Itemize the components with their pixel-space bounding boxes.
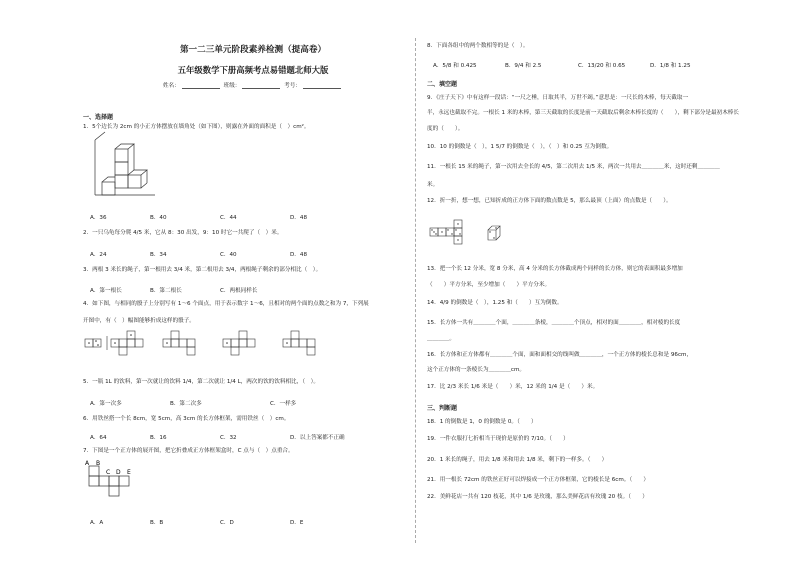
q8-option-d[interactable]: D．1/8 和 1.25 (650, 63, 691, 69)
question-8: 8．下面各组中的两个数相等的是（ ）。 (427, 43, 529, 49)
name-label: 姓名： (163, 83, 180, 89)
cube-corner-figure (95, 140, 165, 200)
question-11-line1: 11．一根长 15 米的绳子，第一次用去全长的 4/5，第二次用去 1/5 米，两次一共用去＿＿＿＿米，这时还剩＿＿＿＿ (427, 164, 720, 170)
section-fill-heading: 二、填空题 (427, 81, 458, 88)
question-6: 6．用铁丝搭一个长 8cm，宽 5cm，高 3cm 的长方体框架，需用铁丝（ ）cm。 (83, 416, 290, 422)
question-3: 3．两根 3 米长的绳子，第一根用去 3/4 米，第二根用去 3/4，两根绳子剩余的部分相比（ ）。 (83, 267, 322, 273)
student-info-line (83, 81, 423, 89)
q1-option-d[interactable]: D．48 (290, 215, 308, 221)
q2-option-d[interactable]: D．48 (290, 252, 308, 258)
question-9-line2: 半，永远也截取不完。一根长 1 米的木棒，第三天截取的长度是前一天截取后剩余木棒长度的（ ），剩下部分是最初木棒长 (427, 110, 739, 116)
section-choice-heading: 一、选择题 (83, 114, 114, 121)
exam-title: 第一二三单元阶段素养检测（提高卷） (179, 45, 327, 55)
section-judge-heading: 三、判断题 (427, 405, 458, 412)
question-4-line1: 4．如下图，与相同的骰子上分别写有 1～6 个面点，用于表示数字 1～6，且相对的两个面的点数之和为 7，下列展 (83, 301, 369, 307)
q1-option-c[interactable]: C．44 (220, 215, 237, 221)
question-9-line3: 度的（ ）。 (427, 126, 464, 132)
exam-subtitle: 五年级数学下册高频考点易错题北师大版 (177, 65, 329, 75)
q2-option-c[interactable]: C．40 (220, 252, 237, 258)
question-2: 2．一只乌龟每分爬 4/5 米，它从 8：30 出发，9：10 时它一共爬了（ ）米。 (83, 230, 283, 236)
class-label: 班级： (223, 83, 241, 89)
q5-option-c[interactable]: C．一样多 (270, 401, 297, 407)
q8-option-c[interactable]: C．13/20 和 0.65 (578, 63, 626, 69)
q7-option-c[interactable]: C．D (220, 520, 234, 526)
question-7: 7．下图是一个正方体的展开图，把它折叠成正方体框架盒时，C 点与（ ）点重合。 (83, 448, 294, 454)
question-20: 20．1 米长的绳子，用去 1/8 米和用去 1/8 米，剩下的一样多。（ ） (427, 457, 608, 463)
question-19: 19．一件衣服打七折相当于现价是原价的 7/10。（ ） (427, 436, 569, 442)
q3-option-a[interactable]: A．第一根长 (90, 288, 122, 294)
net-label-d: D (116, 469, 121, 476)
net-label-e: E (127, 469, 131, 476)
net-label-a: A (85, 460, 90, 467)
q6-option-a[interactable]: A．64 (90, 435, 107, 441)
question-13-line2: （ ）平方分米，至少增加（ ）平方分米。 (427, 282, 551, 288)
q3-option-b[interactable]: B．第二根长 (150, 288, 182, 294)
q1-option-a[interactable]: A．36 (90, 215, 107, 221)
q6-option-b[interactable]: B．16 (150, 435, 167, 441)
cube-net-figure (83, 458, 163, 508)
q1-option-b[interactable]: B．40 (150, 215, 167, 221)
question-10: 10．10 的倒数是（ ），1 5/7 的倒数是（ ），（ ）和 0.25 互为倒数。 (427, 144, 613, 150)
question-22: 22．美鲜花店一共有 120 枝花，其中 1/6 是玫瑰，那么美鲜花店有玫瑰 20 枝。（ ） (427, 494, 648, 500)
question-13-line1: 13．把一个长 12 分米，宽 8 分米，高 4 分米的长方体截成两个同样的长方体，则它的表面积最多增加 (427, 266, 683, 272)
name-field[interactable] (182, 82, 220, 89)
dice-net-fold-figure (430, 218, 520, 246)
dice-nets-figure (83, 335, 333, 351)
q2-option-a[interactable]: A．24 (90, 252, 107, 258)
q5-option-a[interactable]: A．第一次多 (90, 401, 122, 407)
net-label-c: C (106, 469, 111, 476)
question-12: 12．折一折，想一想，已知折成的正方体下面的数点数是 5，那么最顶（上面）的点数是（ ）。 (427, 198, 672, 204)
q2-option-b[interactable]: B．34 (150, 252, 167, 258)
q7-option-d[interactable]: D．E (290, 520, 304, 526)
q6-option-d[interactable]: D．以上答案都不正确 (290, 435, 345, 441)
question-16-line1: 16．长方体和正方体都有＿＿＿＿个面，面和面相交的线叫做＿＿＿＿，一个正方体的棱长总和是 96cm， (427, 352, 693, 358)
q8-option-b[interactable]: B．9/4 和 2.5 (505, 63, 542, 69)
net-label-b: B (96, 460, 101, 467)
exam-no-label: 考号： (284, 83, 301, 89)
q6-option-c[interactable]: C．32 (220, 435, 237, 441)
question-18: 18．1 的倒数是 1，0 的倒数是 0。（ ） (427, 419, 537, 425)
q3-option-c[interactable]: C．两根同样长 (220, 288, 258, 294)
question-9-line1: 9．《庄子天下》中有这样一段话：“一尺之棰，日取其半，万世不竭。”意思是：一尺长的木棒，每天截取一 (427, 95, 689, 101)
q7-option-a[interactable]: A．A (90, 520, 104, 526)
class-field[interactable] (242, 82, 280, 89)
question-11-line2: 米。 (427, 182, 439, 188)
question-21: 21．用一根长 72cm 的铁丝正好可以焊接成一个正方体框架，它的棱长是 6cm。（ ） (427, 477, 649, 483)
question-1: 1．5个边长为 2cm 的小正方体摆放在墙角处（如下图），则露在外面的面积是（ ）cm²。 (83, 124, 310, 130)
q8-option-a[interactable]: A．5/8 和 0.425 (433, 63, 477, 69)
q5-option-b[interactable]: B．第二次多 (170, 401, 202, 407)
question-16-line2: 这个正方体的一条棱长为＿＿＿＿cm。 (427, 367, 526, 373)
exam-no-field[interactable] (303, 82, 341, 89)
q7-option-b[interactable]: B．B (150, 520, 164, 526)
question-15-line1: 15．长方体一共有＿＿＿＿个面，＿＿＿＿条棱，＿＿＿＿个顶点，相对的面＿＿＿＿，相对棱的长度 (427, 320, 681, 326)
question-4-line2: 开图中，有（ ）幅图能够折成这样的骰子。 (83, 318, 195, 324)
question-15-line2: ＿＿＿＿。 (427, 336, 455, 342)
column-divider (415, 38, 416, 543)
question-5: 5．一瓶 1L 的饮料，第一次就让的饮料 1/4，第二次就让 1/4 L，两次的饮的饮料相比，（ ）。 (83, 379, 320, 385)
question-17: 17．比 2/3 米长 1/6 米是（ ）米，12 米的 1/4 是（ ）米。 (427, 384, 599, 390)
question-14: 14．4/9 的倒数是（ ），1.25 和（ ）互为倒数。 (427, 300, 563, 306)
